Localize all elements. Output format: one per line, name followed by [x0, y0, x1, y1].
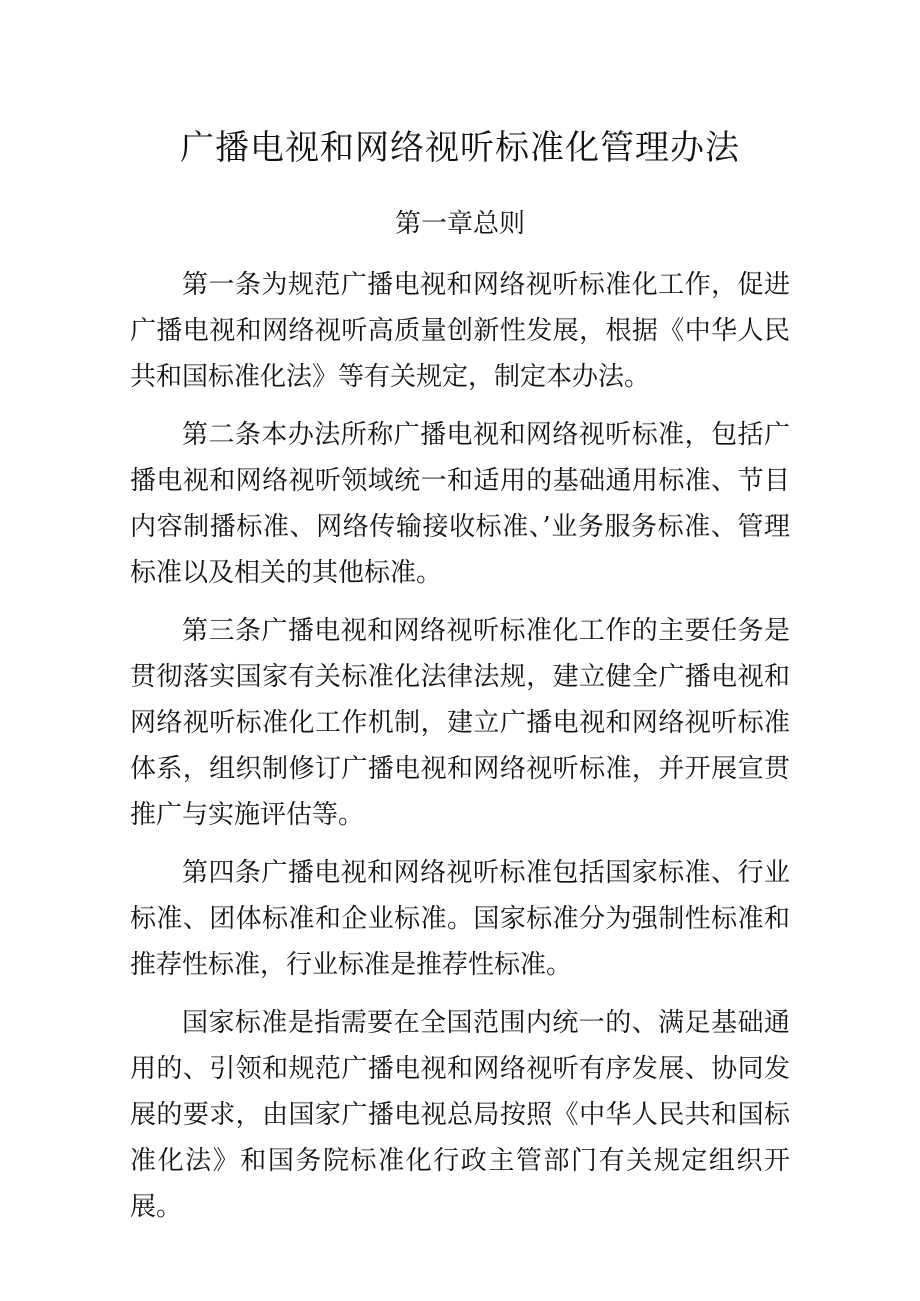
national-standard-paragraph: 国家标准是指需要在全国范围内统一的、满足基础通用的、引领和规范广播电视和网络视听有序发展、协同发展的要求，由国家广播电视总局按照《中华人民共和国标准化法》和国务院标准化行政主管部门有关规定组织开展。: [130, 1008, 790, 1222]
chapter-heading: 第一章总则: [394, 209, 525, 239]
article-4-paragraph: 第四条广播电视和网络视听标准包括国家标准、行业标准、团体标准和企业标准。国家标准分为强制性标准和推荐性标准，行业标准是推荐性标准。: [130, 858, 790, 980]
article-3-paragraph: 第三条广播电视和网络视听标准化工作的主要任务是贯彻落实国家有关标准化法律法规，建立健全广播电视和网络视听标准化工作机制，建立广播电视和网络视听标准体系，组织制修订广播电视和网络视听标准，并开展宣贯推广与实施评估等。: [130, 616, 790, 830]
article-1-paragraph: 第一条为规范广播电视和网络视听标准化工作，促进广播电视和网络视听高质量创新性发展，根据《中华人民共和国标准化法》等有关规定，制定本办法。: [130, 270, 790, 392]
document-title: 广播电视和网络视听标准化管理办法: [180, 128, 740, 168]
article-2-paragraph: 第二条本办法所称广播电视和网络视听标准，包括广播电视和网络视听领域统一和适用的基础通用标准、节目内容制播标准、网络传输接收标准、’业务服务标准、管理标准以及相关的其他标准。: [130, 420, 790, 588]
document-body: [130, 262, 790, 1242]
